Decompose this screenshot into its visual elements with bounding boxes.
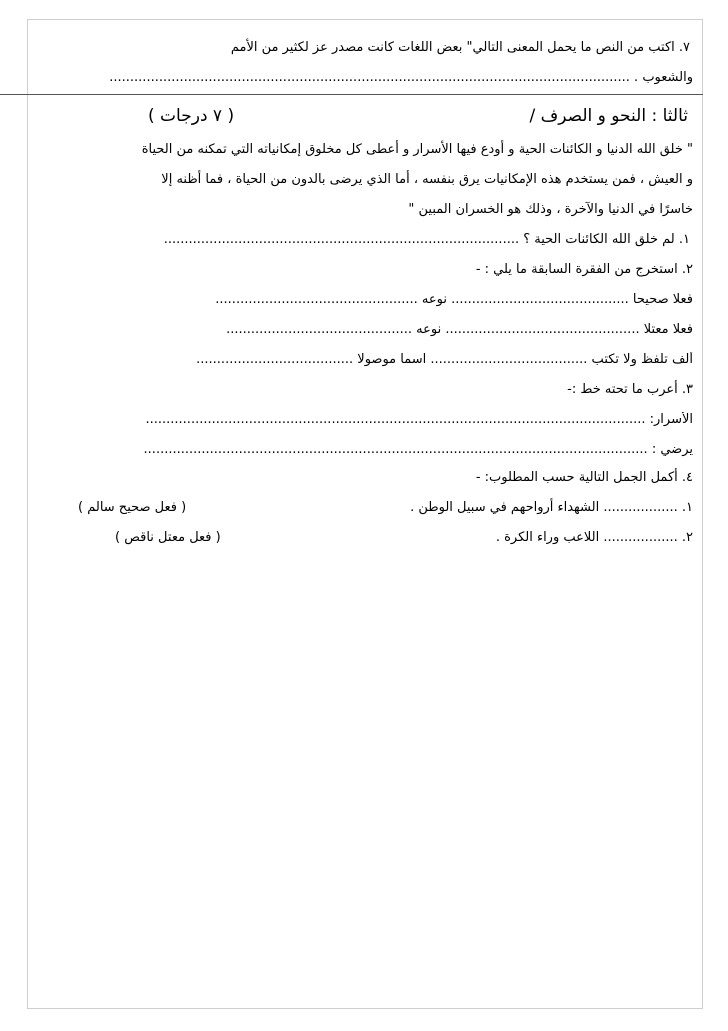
question-2-c: ألف تلفظ ولا تكتب ...................................... اسما موصولا ...................................... xyxy=(196,352,693,367)
question-2-b: فعلا معتلا ............................................... نوعه ............................................. xyxy=(226,322,693,337)
passage-line-1: " خلق الله الدنيا و الكائنات الحية و أودع فيها الأسرار و أعطى كل مخلوق إمكانياته التي تمكنه من الحياة xyxy=(141,142,693,157)
question-3-b: يرضي : .......................................................................................................................... xyxy=(143,442,693,457)
passage-line-2: و العيش ، فمن يستخدم هذه الإمكانيات يرق بنفسه ، أما الذي يرضى بالدون من الحياة ، فما أظنه إلا xyxy=(161,172,693,187)
divider-line xyxy=(0,94,703,95)
section-marks: ( ٧ درجات ) xyxy=(148,106,235,126)
question-1: ١. لم خلق الله الكائنات الحية ؟ ...................................................................................... xyxy=(163,232,690,247)
question-4-prompt: ٤. أكمل الجمل التالية حسب المطلوب: - xyxy=(475,470,693,485)
question-2-prompt: ٢. استخرج من الفقرة السابقة ما يلي : - xyxy=(475,262,693,277)
question-4-hint-2: ( فعل معتل ناقص ) xyxy=(115,530,221,545)
question-4-hint-1: ( فعل صحيح سالم ) xyxy=(78,500,187,515)
section-title: ثالثا : النحو و الصرف / xyxy=(529,106,688,126)
question-3-a: الأسرار: ......................................................................................................................... xyxy=(145,412,693,427)
question-2-a: فعلا صحيحا ........................................... نوعه ................................................. xyxy=(215,292,693,307)
question-4-sentence-1: ١. .................. الشهداء أرواحهم في سبيل الوطن . xyxy=(410,500,693,515)
question-7-line-1: ٧. اكتب من النص ما يحمل المعنى التالي" بعض اللغات كانت مصدر عز لكثير من الأمم xyxy=(230,40,690,55)
question-4-sentence-2: ٢. .................. اللاعب وراء الكرة . xyxy=(495,530,693,545)
question-7-line-2: والشعوب . .............................................................................................................................. xyxy=(109,70,693,85)
passage-line-3: خاسرًا في الدنيا والآخرة ، وذلك هو الخسران المبين " xyxy=(408,202,693,217)
question-3-prompt: ٣. أعرب ما تحته خط :- xyxy=(567,382,693,397)
